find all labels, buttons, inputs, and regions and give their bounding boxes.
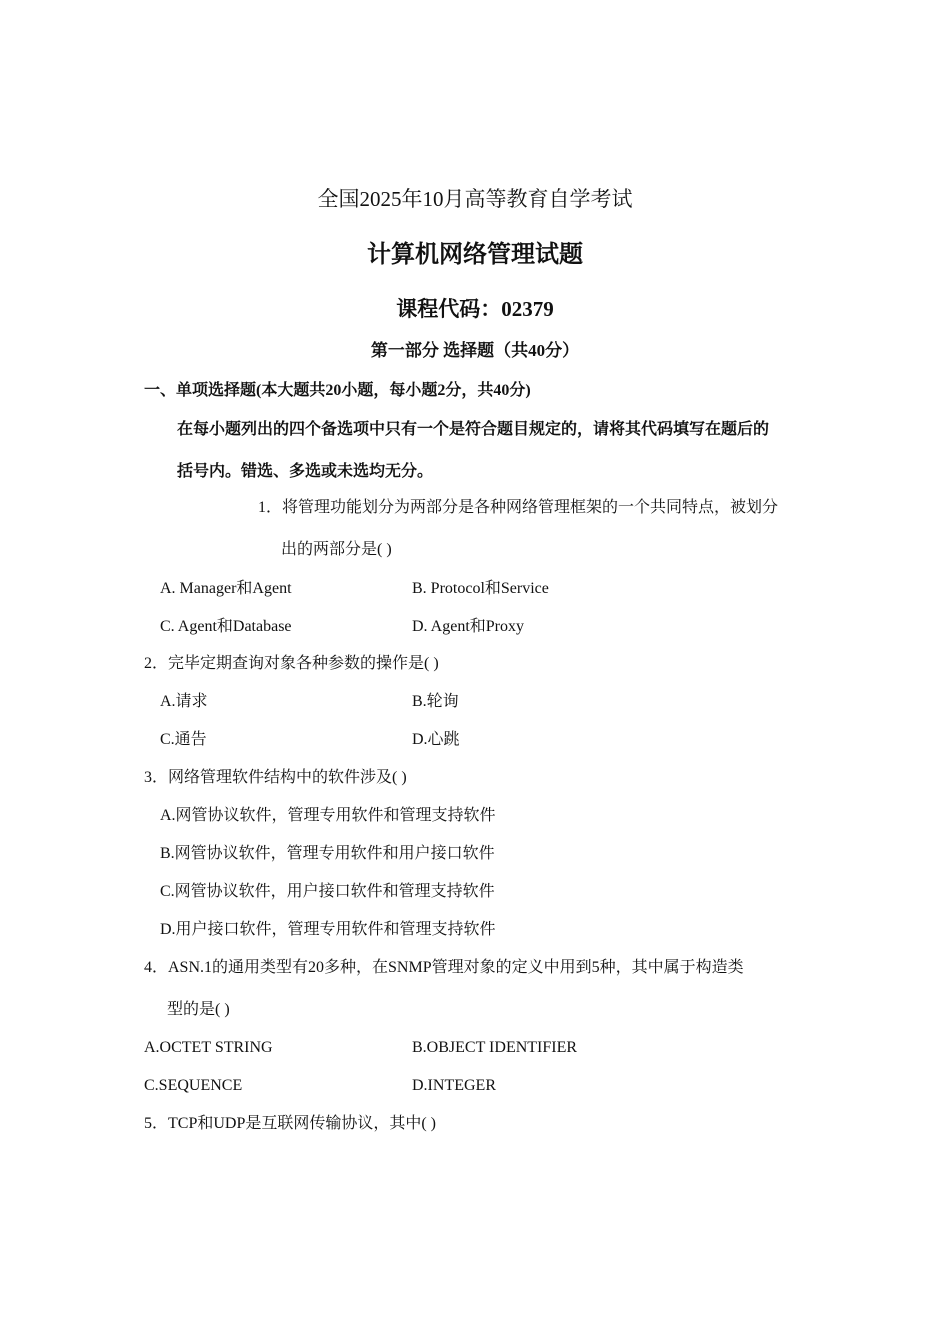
paper-title: 计算机网络管理试题	[367, 242, 583, 268]
question-3-option-d: D.用户接口软件，管理专用软件和管理支持软件	[160, 921, 496, 938]
question-3-option-c: C.网管协议软件，用户接口软件和管理支持软件	[160, 883, 495, 900]
exam-title: 全国2025年10月高等教育自学考试	[317, 187, 633, 211]
question-2-option-c: C.通告	[160, 731, 207, 748]
part-one-heading: 第一部分 选择题（共40分）	[370, 341, 580, 360]
question-4-option-d: D.INTEGER	[412, 1077, 496, 1094]
question-5-stem: 5．TCP和UDP是互联网传输协议，其中( )	[144, 1115, 437, 1132]
question-3-stem: 3．网络管理软件结构中的软件涉及( )	[144, 769, 407, 786]
section-instruction-line1: 在每小题列出的四个备选项中只有一个是符合题目规定的，请将其代码填写在题后的	[177, 421, 770, 438]
question-2-option-b: B.轮询	[412, 693, 459, 710]
course-code: 课程代码：02379	[396, 297, 554, 321]
question-1-stem-line2: 出的两部分是( )	[281, 541, 392, 558]
question-4-stem-line2: 型的是( )	[167, 1001, 230, 1018]
question-1-option-d: D. Agent和Proxy	[412, 618, 525, 635]
question-4-option-b: B.OBJECT IDENTIFIER	[412, 1039, 578, 1056]
question-4-stem-line1: 4．ASN.1的通用类型有20多种，在SNMP管理对象的定义中用到5种，其中属于构造类	[144, 959, 744, 976]
question-3-option-b: B.网管协议软件，管理专用软件和用户接口软件	[160, 845, 495, 862]
question-1-stem-line1: 1．将管理功能划分为两部分是各种网络管理框架的一个共同特点，被划分	[258, 499, 779, 516]
question-4-option-c: C.SEQUENCE	[144, 1077, 243, 1094]
question-2-option-d: D.心跳	[412, 731, 460, 748]
question-3-option-a: A.网管协议软件，管理专用软件和管理支持软件	[160, 807, 496, 824]
question-1-option-a: A. Manager和Agent	[160, 580, 292, 597]
question-4-option-a: A.OCTET STRING	[144, 1039, 273, 1056]
question-2-option-a: A.请求	[160, 693, 208, 710]
section-one-heading: 一、单项选择题(本大题共20小题，每小题2分，共40分)	[144, 382, 531, 399]
section-instruction-line2: 括号内。错选、多选或未选均无分。	[177, 463, 434, 480]
question-1-option-b: B. Protocol和Service	[412, 580, 549, 597]
question-1-option-c: C. Agent和Database	[160, 618, 292, 635]
question-2-stem: 2．完毕定期查询对象各种参数的操作是( )	[144, 655, 439, 672]
